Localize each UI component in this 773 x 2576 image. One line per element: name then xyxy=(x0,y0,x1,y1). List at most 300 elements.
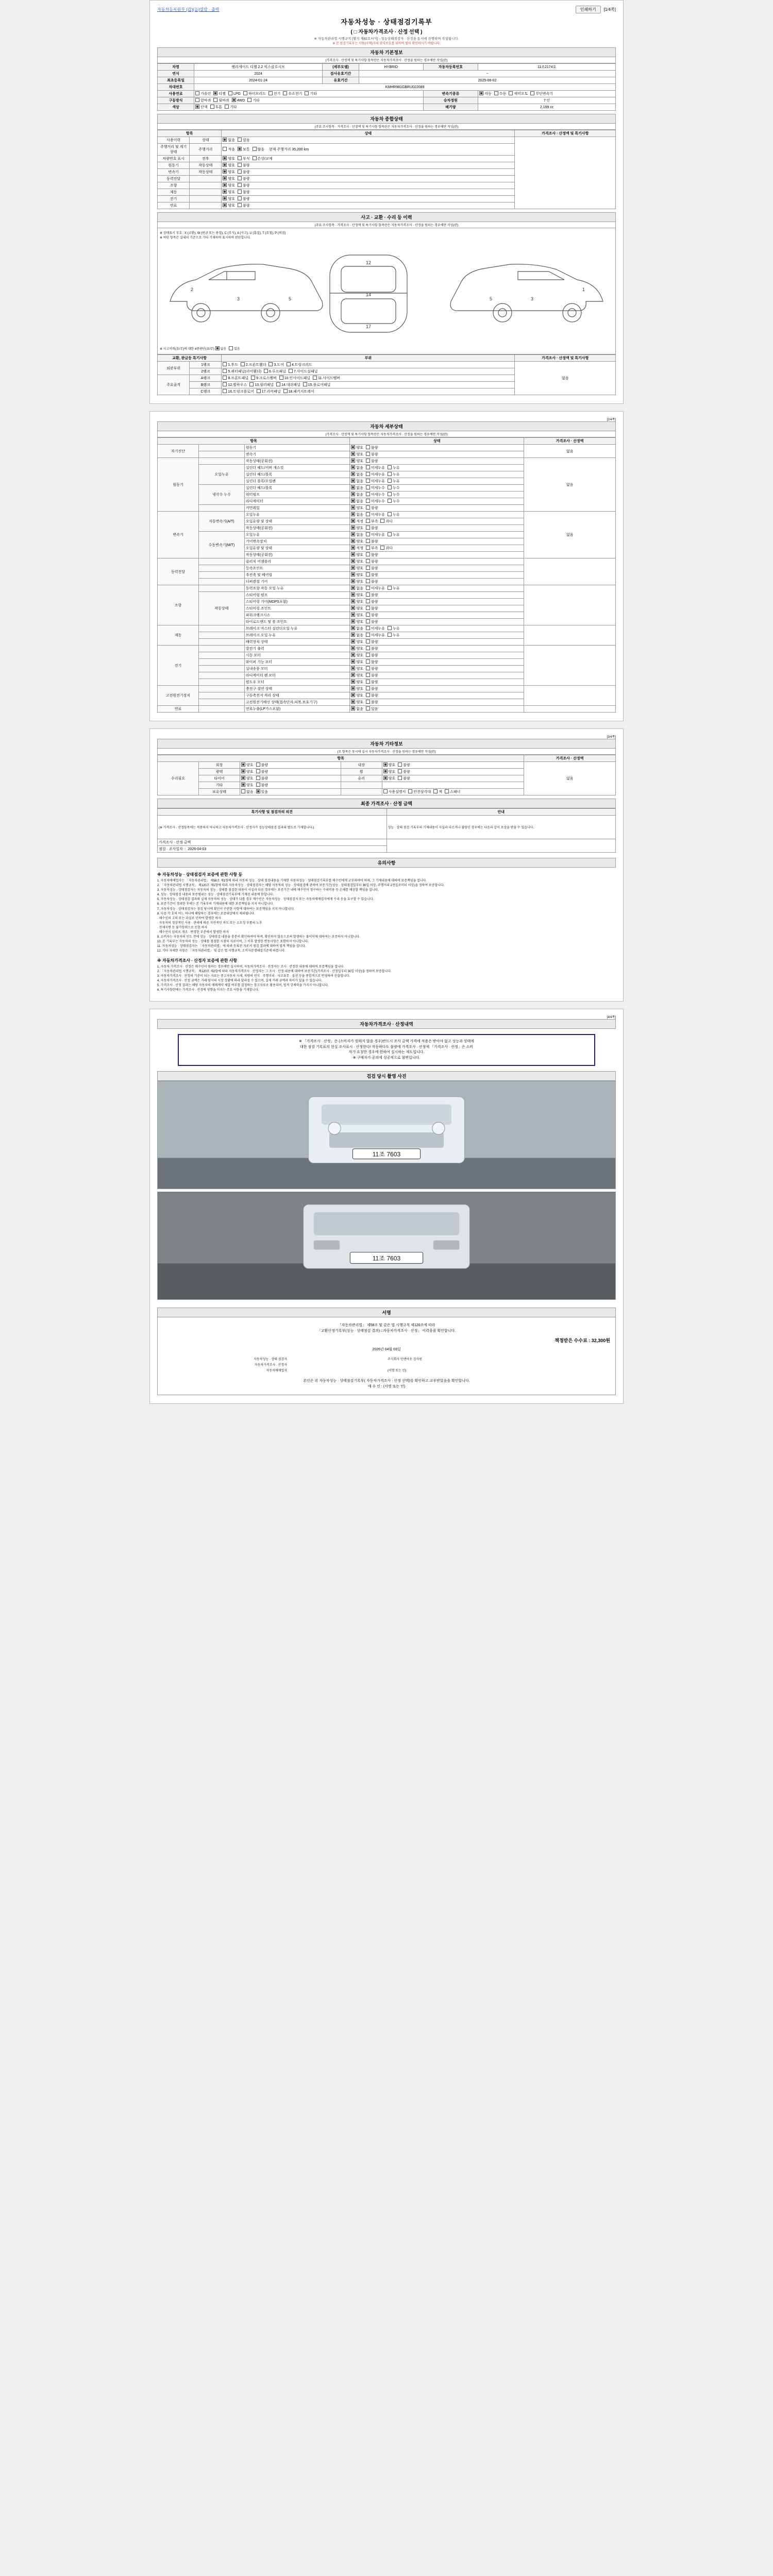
checkbox-icon[interactable] xyxy=(351,519,355,523)
detail-state[interactable] xyxy=(350,592,524,599)
checkbox-icon[interactable] xyxy=(351,539,355,543)
checkbox-icon[interactable] xyxy=(351,706,355,710)
condition-state[interactable] xyxy=(222,196,515,202)
checkbox-icon[interactable] xyxy=(366,459,370,463)
detail-option[interactable]: 불량 xyxy=(366,552,378,557)
detail-option[interactable]: 양호 xyxy=(351,666,363,671)
checkbox-icon[interactable] xyxy=(283,91,287,95)
checkbox-icon[interactable] xyxy=(256,762,260,767)
etc-option[interactable]: 불량 xyxy=(256,762,268,768)
checkbox-icon[interactable] xyxy=(223,190,227,194)
accident-part-option[interactable]: 1.후드 xyxy=(223,362,238,367)
condition-state[interactable] xyxy=(222,162,515,169)
checkbox-icon[interactable] xyxy=(366,680,370,684)
condition-option[interactable]: 손상/교체 xyxy=(253,156,273,161)
detail-option[interactable]: 양호 xyxy=(351,505,363,511)
condition-option[interactable]: 양호 xyxy=(223,156,235,161)
checkbox-icon[interactable] xyxy=(479,91,483,95)
etc-state[interactable] xyxy=(240,762,341,769)
checkbox-icon[interactable] xyxy=(366,566,370,570)
detail-option[interactable]: 미세누유 xyxy=(366,479,385,484)
checkbox-icon[interactable] xyxy=(223,183,227,187)
detail-option[interactable]: 양호 xyxy=(351,452,363,457)
detail-state[interactable] xyxy=(350,659,524,666)
detail-option[interactable]: 불량 xyxy=(366,459,378,464)
detail-option[interactable]: 불량 xyxy=(366,639,378,645)
detail-option[interactable]: 누유 xyxy=(388,532,400,537)
checkbox-icon[interactable] xyxy=(238,190,242,194)
checkbox-icon[interactable] xyxy=(283,389,288,393)
detail-state[interactable] xyxy=(350,512,524,518)
detail-state[interactable] xyxy=(350,471,524,478)
checkbox-icon[interactable] xyxy=(366,646,370,650)
detail-option[interactable]: 양호 xyxy=(351,639,363,645)
condition-option[interactable]: 양호 xyxy=(223,196,235,201)
detail-option[interactable]: 불량 xyxy=(366,539,378,544)
detail-option[interactable]: 양호 xyxy=(351,700,363,705)
checkbox-icon[interactable] xyxy=(223,362,227,366)
etc-option[interactable]: 양호 xyxy=(241,776,254,781)
subtitle-box[interactable]: □ xyxy=(354,29,357,35)
checkbox-icon[interactable] xyxy=(398,776,402,780)
fuel-option[interactable]: 수소전기 xyxy=(283,91,302,96)
detail-option[interactable]: 불량 xyxy=(366,526,378,531)
checkbox-icon[interactable] xyxy=(351,526,355,530)
detail-option[interactable]: 불량 xyxy=(366,452,378,457)
drive-options[interactable] xyxy=(194,97,423,104)
drive-option[interactable]: 기타 xyxy=(247,98,260,103)
detail-option[interactable]: 없음 xyxy=(351,532,363,537)
checkbox-icon[interactable] xyxy=(223,389,227,393)
etc-state[interactable] xyxy=(240,769,341,775)
checkbox-icon[interactable] xyxy=(253,147,257,151)
accident-items[interactable] xyxy=(222,382,515,388)
checkbox-icon[interactable] xyxy=(383,776,388,780)
checkbox-icon[interactable] xyxy=(366,579,370,583)
checkbox-icon[interactable] xyxy=(351,686,355,690)
checkbox-icon[interactable] xyxy=(256,789,260,793)
detail-option[interactable]: 없음 xyxy=(351,485,363,490)
detail-option[interactable]: 불량 xyxy=(366,566,378,571)
checkbox-icon[interactable] xyxy=(366,499,370,503)
etc-option[interactable]: 불량 xyxy=(398,776,410,781)
checkbox-icon[interactable] xyxy=(351,546,355,550)
checkbox-icon[interactable] xyxy=(383,769,388,773)
accident-part-option[interactable]: 8.프론트패널 xyxy=(223,376,248,381)
checkbox-icon[interactable] xyxy=(351,673,355,677)
condition-state[interactable] xyxy=(222,169,515,176)
checkbox-icon[interactable] xyxy=(366,700,370,704)
detail-state[interactable] xyxy=(350,605,524,612)
checkbox-icon[interactable] xyxy=(351,666,355,670)
condition-state[interactable] xyxy=(222,202,515,209)
detail-option[interactable]: 미세누유 xyxy=(366,532,385,537)
condition-option[interactable]: 불량 xyxy=(238,170,250,175)
detail-option[interactable]: 미세누유 xyxy=(366,633,385,638)
detail-option[interactable]: 없음 xyxy=(351,633,363,638)
checkbox-icon[interactable] xyxy=(351,586,355,590)
checkbox-icon[interactable] xyxy=(213,91,217,95)
checkbox-icon[interactable] xyxy=(366,619,370,623)
checkbox-icon[interactable] xyxy=(223,369,227,373)
color-options[interactable] xyxy=(194,104,423,111)
detail-option[interactable]: 양호 xyxy=(351,659,363,665)
legend-options[interactable] xyxy=(215,348,243,351)
checkbox-icon[interactable] xyxy=(241,789,245,793)
detail-state[interactable] xyxy=(350,558,524,565)
detail-option[interactable]: 불량 xyxy=(366,579,378,584)
detail-option[interactable]: 미세누유 xyxy=(366,626,385,631)
detail-option[interactable]: 없음 xyxy=(351,465,363,470)
checkbox-icon[interactable] xyxy=(388,512,392,516)
checkbox-icon[interactable] xyxy=(366,546,370,550)
checkbox-icon[interactable] xyxy=(241,783,245,787)
checkbox-icon[interactable] xyxy=(253,156,257,160)
print-button[interactable]: 인쇄하기 xyxy=(576,6,601,13)
checkbox-icon[interactable] xyxy=(351,445,355,449)
detail-state[interactable] xyxy=(350,639,524,646)
checkbox-icon[interactable] xyxy=(223,176,227,180)
checkbox-icon[interactable] xyxy=(366,653,370,657)
condition-option[interactable]: 양호 xyxy=(223,170,235,175)
checkbox-icon[interactable] xyxy=(195,105,199,109)
detail-option[interactable]: 없음 xyxy=(351,499,363,504)
detail-state[interactable] xyxy=(350,692,524,699)
condition-option[interactable]: 양호 xyxy=(223,190,235,195)
checkbox-icon[interactable] xyxy=(408,789,412,793)
checkbox-icon[interactable] xyxy=(351,633,355,637)
checkbox-icon[interactable] xyxy=(247,98,251,102)
checkbox-icon[interactable] xyxy=(351,492,355,496)
condition-option[interactable]: 불량 xyxy=(238,176,250,181)
condition-option[interactable]: 불량 xyxy=(238,183,250,188)
detail-option[interactable]: 불량 xyxy=(366,666,378,671)
detail-state[interactable] xyxy=(350,478,524,485)
checkbox-icon[interactable] xyxy=(445,789,449,793)
checkbox-icon[interactable] xyxy=(241,769,245,773)
detail-option[interactable]: 불량 xyxy=(366,653,378,658)
detail-option[interactable]: 미세누수 xyxy=(366,485,385,490)
detail-state[interactable] xyxy=(350,565,524,572)
detail-option[interactable]: 누유 xyxy=(388,633,400,638)
checkbox-icon[interactable] xyxy=(380,519,384,523)
checkbox-icon[interactable] xyxy=(268,362,273,366)
checkbox-icon[interactable] xyxy=(351,659,355,664)
accident-history-option[interactable]: 없음 xyxy=(215,346,227,351)
detail-state[interactable] xyxy=(350,679,524,686)
checkbox-icon[interactable] xyxy=(195,91,199,95)
detail-option[interactable]: 누수 xyxy=(388,492,400,497)
checkbox-icon[interactable] xyxy=(366,626,370,630)
detail-option[interactable]: 없음 xyxy=(351,479,363,484)
detail-option[interactable]: 불량 xyxy=(366,599,378,604)
checkbox-icon[interactable] xyxy=(276,382,280,386)
accident-part-option[interactable]: 11.사이드멤버 xyxy=(313,376,340,381)
checkbox-icon[interactable] xyxy=(530,91,534,95)
checkbox-icon[interactable] xyxy=(494,91,498,95)
checkbox-icon[interactable] xyxy=(351,479,355,483)
detail-state[interactable] xyxy=(350,666,524,672)
checkbox-icon[interactable] xyxy=(388,532,392,536)
accident-items[interactable] xyxy=(222,388,515,395)
checkbox-icon[interactable] xyxy=(366,586,370,590)
checkbox-icon[interactable] xyxy=(229,346,233,350)
condition-state[interactable] xyxy=(222,137,515,144)
checkbox-icon[interactable] xyxy=(366,479,370,483)
checkbox-icon[interactable] xyxy=(287,362,291,366)
checkbox-icon[interactable] xyxy=(351,700,355,704)
condition-state[interactable]: 적음 보통 많음 현재 주행거리 35,200 km xyxy=(222,144,515,156)
checkbox-icon[interactable] xyxy=(243,91,247,95)
detail-state[interactable] xyxy=(350,505,524,512)
detail-option[interactable]: 없음 xyxy=(351,706,363,711)
accident-part-option[interactable]: 9.크로스멤버 xyxy=(251,376,277,381)
detail-state[interactable] xyxy=(350,465,524,471)
checkbox-icon[interactable] xyxy=(238,196,242,200)
detail-option[interactable]: 양호 xyxy=(351,606,363,611)
checkbox-icon[interactable] xyxy=(210,105,214,109)
fuel-option[interactable]: 가솔린 xyxy=(195,91,211,96)
checkbox-icon[interactable] xyxy=(366,572,370,577)
etc-state-2[interactable] xyxy=(382,789,524,795)
etc-option[interactable]: 양호 xyxy=(383,776,396,781)
checkbox-icon[interactable] xyxy=(366,559,370,563)
etc-state-2[interactable] xyxy=(382,762,524,769)
accident-part-option[interactable]: 6.루프패널 xyxy=(264,369,286,374)
checkbox-icon[interactable] xyxy=(223,196,227,200)
accident-part-option[interactable]: 3.도어 xyxy=(268,362,283,367)
detail-option[interactable]: 누유 xyxy=(388,472,400,477)
checkbox-icon[interactable] xyxy=(366,519,370,523)
detail-state[interactable] xyxy=(350,518,524,525)
checkbox-icon[interactable] xyxy=(388,485,392,489)
detail-option[interactable]: 양호 xyxy=(351,459,363,464)
condition-option[interactable]: 없음 xyxy=(223,138,235,143)
checkbox-icon[interactable] xyxy=(289,369,293,373)
basic-item-option[interactable]: 스패너 xyxy=(445,789,460,794)
detail-option[interactable]: 누수 xyxy=(388,485,400,490)
checkbox-icon[interactable] xyxy=(241,362,245,366)
checkbox-icon[interactable] xyxy=(351,559,355,563)
condition-option[interactable]: 양호 xyxy=(223,203,235,208)
checkbox-icon[interactable] xyxy=(366,592,370,597)
checkbox-icon[interactable] xyxy=(388,492,392,496)
checkbox-icon[interactable] xyxy=(228,91,232,95)
checkbox-icon[interactable] xyxy=(238,138,242,142)
checkbox-icon[interactable] xyxy=(238,183,242,187)
trans-options[interactable] xyxy=(478,91,616,97)
accident-part-option[interactable]: 13.필러패널 xyxy=(249,382,274,387)
checkbox-icon[interactable] xyxy=(366,659,370,664)
detail-option[interactable]: 불량 xyxy=(366,613,378,618)
checkbox-icon[interactable] xyxy=(223,156,227,160)
etc-state-2[interactable] xyxy=(382,775,524,782)
checkbox-icon[interactable] xyxy=(351,680,355,684)
checkbox-icon[interactable] xyxy=(256,776,260,780)
detail-option[interactable]: 없음 xyxy=(351,626,363,631)
detail-option[interactable]: 불량 xyxy=(366,686,378,691)
condition-state[interactable] xyxy=(222,156,515,162)
drive-option[interactable]: 뒷바퀴 xyxy=(213,98,229,103)
detail-option[interactable]: 적정 xyxy=(351,519,363,524)
transmission-option[interactable]: 무단변속기 xyxy=(530,91,553,96)
etc-state-2[interactable] xyxy=(382,769,524,775)
checkbox-icon[interactable] xyxy=(256,769,260,773)
detail-option[interactable]: 양호 xyxy=(351,592,363,598)
detail-option[interactable]: 불량 xyxy=(366,505,378,511)
accident-part-option[interactable]: 15.플로어패널 xyxy=(303,382,331,387)
accident-part-option[interactable]: 14.대쉬패널 xyxy=(276,382,300,387)
checkbox-icon[interactable] xyxy=(351,512,355,516)
checkbox-icon[interactable] xyxy=(366,693,370,697)
checkbox-icon[interactable] xyxy=(223,382,227,386)
checkbox-icon[interactable] xyxy=(366,633,370,637)
detail-state[interactable] xyxy=(350,458,524,465)
checkbox-icon[interactable] xyxy=(366,599,370,603)
detail-state[interactable] xyxy=(350,498,524,505)
detail-state[interactable] xyxy=(350,599,524,605)
etc-option[interactable]: 양호 xyxy=(383,769,396,774)
detail-state[interactable] xyxy=(350,632,524,639)
detail-option[interactable]: 불량 xyxy=(366,572,378,578)
detail-option[interactable]: 양호 xyxy=(351,693,363,698)
checkbox-icon[interactable] xyxy=(366,465,370,469)
basic-item-option[interactable]: 잭 xyxy=(433,789,442,794)
accident-part-option[interactable]: 18.패키지트레이 xyxy=(283,389,314,394)
checkbox-icon[interactable] xyxy=(366,639,370,643)
checkbox-icon[interactable] xyxy=(366,666,370,670)
detail-option[interactable]: 불량 xyxy=(366,559,378,564)
fuel-option[interactable]: 기타 xyxy=(305,91,317,96)
detail-option[interactable]: 누유 xyxy=(388,626,400,631)
checkbox-icon[interactable] xyxy=(388,626,392,630)
detail-option[interactable]: 불량 xyxy=(366,646,378,651)
detail-state[interactable] xyxy=(350,545,524,552)
detail-option[interactable]: 양호 xyxy=(351,559,363,564)
detail-option[interactable]: 없음 xyxy=(351,492,363,497)
checkbox-icon[interactable] xyxy=(223,170,227,174)
checkbox-icon[interactable] xyxy=(251,376,255,380)
transmission-option[interactable]: 수동 xyxy=(494,91,507,96)
checkbox-icon[interactable] xyxy=(351,613,355,617)
etc-option[interactable]: 양호 xyxy=(241,762,254,768)
checkbox-icon[interactable] xyxy=(351,619,355,623)
detail-option[interactable]: 불량 xyxy=(366,680,378,685)
accident-items[interactable] xyxy=(222,375,515,382)
detail-option[interactable]: 미세누유 xyxy=(366,465,385,470)
etc-state[interactable] xyxy=(240,775,341,782)
detail-state[interactable] xyxy=(350,706,524,713)
checkbox-icon[interactable] xyxy=(398,762,402,767)
detail-option[interactable]: 누수 xyxy=(388,499,400,504)
detail-state[interactable] xyxy=(350,552,524,558)
checkbox-icon[interactable] xyxy=(351,639,355,643)
checkbox-icon[interactable] xyxy=(195,98,199,102)
detail-option[interactable]: 과다 xyxy=(380,519,393,524)
checkbox-icon[interactable] xyxy=(366,606,370,610)
etc-option[interactable]: 불량 xyxy=(256,783,268,788)
condition-option[interactable]: 부식 xyxy=(238,156,250,161)
checkbox-icon[interactable] xyxy=(223,147,227,151)
color-option[interactable]: 기타 xyxy=(225,105,237,110)
checkbox-icon[interactable] xyxy=(351,459,355,463)
checkbox-icon[interactable] xyxy=(380,546,384,550)
fuel-options[interactable] xyxy=(194,91,423,97)
detail-state[interactable] xyxy=(350,572,524,579)
checkbox-icon[interactable] xyxy=(366,472,370,476)
checkbox-icon[interactable] xyxy=(351,693,355,697)
detail-option[interactable]: 양호 xyxy=(351,613,363,618)
condition-state[interactable] xyxy=(222,176,515,182)
detail-option[interactable]: 누유 xyxy=(388,586,400,591)
accident-items[interactable] xyxy=(222,368,515,375)
checkbox-icon[interactable] xyxy=(388,472,392,476)
etc-state[interactable] xyxy=(240,782,341,789)
checkbox-icon[interactable] xyxy=(351,485,355,489)
checkbox-icon[interactable] xyxy=(264,369,268,373)
transmission-option[interactable]: 세미오토 xyxy=(509,91,528,96)
etc-option[interactable]: 불량 xyxy=(256,769,268,774)
condition-option[interactable]: 불량 xyxy=(238,196,250,201)
etc-option[interactable]: 불량 xyxy=(398,762,410,768)
detail-option[interactable]: 없음 xyxy=(351,512,363,517)
detail-option[interactable]: 과다 xyxy=(380,546,393,551)
detail-state[interactable] xyxy=(350,485,524,492)
condition-option[interactable]: 적음 xyxy=(223,147,235,152)
basic-item-option[interactable]: 사용설명서 xyxy=(383,789,406,794)
condition-option[interactable]: 불량 xyxy=(238,203,250,208)
checkbox-icon[interactable] xyxy=(366,552,370,556)
detail-state[interactable] xyxy=(350,612,524,619)
detail-state[interactable] xyxy=(350,525,524,532)
detail-option[interactable]: 양호 xyxy=(351,599,363,604)
checkbox-icon[interactable] xyxy=(351,505,355,510)
detail-state[interactable] xyxy=(350,492,524,498)
color-option[interactable]: 투톤 xyxy=(210,105,223,110)
detail-option[interactable]: 누유 xyxy=(388,479,400,484)
detail-option[interactable]: 없음 xyxy=(351,586,363,591)
checkbox-icon[interactable] xyxy=(351,566,355,570)
fuel-option[interactable]: 전기 xyxy=(268,91,281,96)
checkbox-icon[interactable] xyxy=(238,147,242,151)
checkbox-icon[interactable] xyxy=(433,789,438,793)
etc-option[interactable]: 양호 xyxy=(241,783,254,788)
detail-option[interactable]: 불량 xyxy=(366,700,378,705)
detail-option[interactable]: 불량 xyxy=(366,619,378,624)
detail-option[interactable]: 미세누수 xyxy=(366,499,385,504)
detail-option[interactable]: 양호 xyxy=(351,572,363,578)
checkbox-icon[interactable] xyxy=(351,472,355,476)
checkbox-icon[interactable] xyxy=(351,606,355,610)
condition-state[interactable] xyxy=(222,189,515,196)
etc-option[interactable]: 불량 xyxy=(256,776,268,781)
detail-option[interactable]: 누유 xyxy=(388,465,400,470)
checkbox-icon[interactable] xyxy=(366,613,370,617)
detail-state[interactable] xyxy=(350,532,524,538)
detail-state[interactable] xyxy=(350,619,524,625)
checkbox-icon[interactable] xyxy=(383,762,388,767)
checkbox-icon[interactable] xyxy=(398,769,402,773)
checkbox-icon[interactable] xyxy=(509,91,513,95)
accident-items[interactable] xyxy=(222,362,515,368)
fuel-option[interactable]: LPG xyxy=(228,91,241,96)
condition-option[interactable]: 양호 xyxy=(223,183,235,188)
checkbox-icon[interactable] xyxy=(313,376,317,380)
detail-state[interactable] xyxy=(350,699,524,706)
checkbox-icon[interactable] xyxy=(223,203,227,207)
detail-state[interactable] xyxy=(350,672,524,679)
checkbox-icon[interactable] xyxy=(351,646,355,650)
